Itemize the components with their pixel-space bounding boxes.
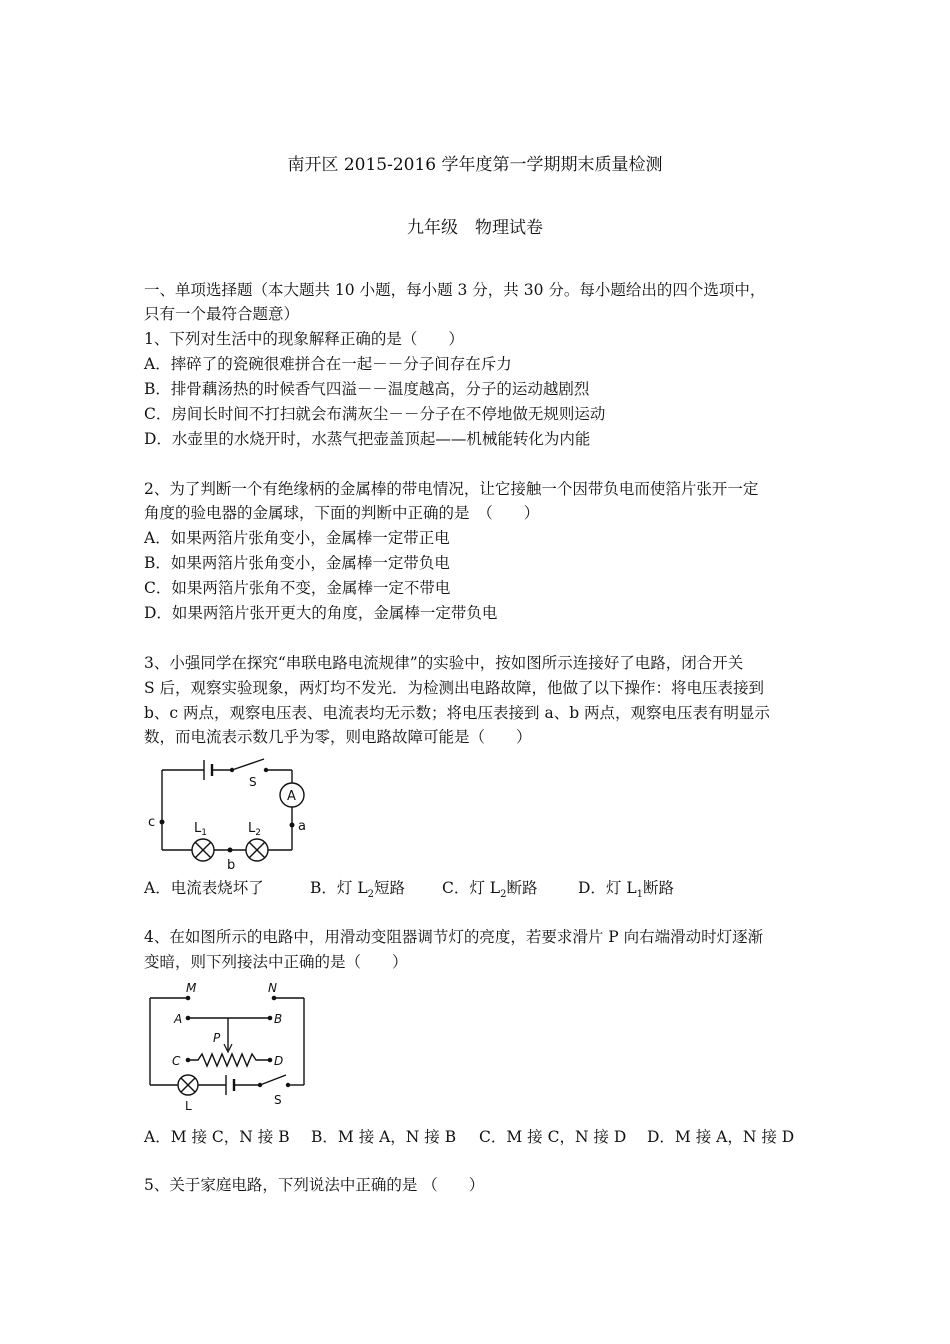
exam-title: 南开区 2015-2016 学年度第一学期期末质量检测 [287, 155, 663, 175]
terminal-b [268, 1016, 273, 1021]
lamp-l2-label: $L_2$ [248, 821, 261, 838]
q2-option-c: C．如果两箔片张角不变，金属棒一定不带电 [144, 579, 451, 597]
point-b [228, 848, 233, 853]
switch-label: S [249, 775, 257, 789]
q3-stem-line2: S 后，观察实验现象，两灯均不发光．为检测出电路故障，他做了以下操作：将电压表接到 [144, 679, 765, 697]
q3-stem-line3: b、c 两点，观察电压表、电流表均无示数；将电压表接到 a、b 两点，观察电压表有明显示 [144, 704, 771, 722]
label-l: L [185, 1099, 192, 1113]
label-p: P [213, 1031, 221, 1045]
q4-option-b: B．M 接 A，N 接 B [311, 1128, 457, 1146]
label-s: S [274, 1093, 282, 1107]
q1-option-c: C．房间长时间不打扫就会布满灰尘－－分子在不停地做无规则运动 [144, 405, 606, 423]
label-b: B [274, 1012, 283, 1026]
q1-option-d: D．水壶里的水烧开时，水蒸气把壶盖顶起——机械能转化为内能 [144, 430, 591, 448]
terminal-n [272, 996, 277, 1001]
point-a [290, 823, 295, 828]
q3-options [144, 876, 674, 900]
terminal-m [186, 996, 191, 1001]
switch-pivot [258, 1083, 262, 1087]
switch-pivot [230, 768, 234, 772]
q3-circuit-diagram [140, 752, 320, 870]
label-m: M [186, 981, 197, 995]
q3-option-b: B．灯 $L_2$短路 [310, 879, 406, 901]
label-c: C [172, 1054, 181, 1068]
q4-stem-line1: 4、在如图所示的电路中，用滑动变阻器调节灯的亮度，若要求滑片 P 向右端滑动时灯逐渐 [144, 928, 764, 946]
q4-circuit-diagram [140, 978, 320, 1118]
q3-option-c: C．灯 $L_2$断路 [442, 879, 538, 901]
switch-contact [286, 1083, 290, 1087]
q4-stem-line2: 变暗，则下列接法中正确的是（ ） [144, 953, 408, 971]
q3-option-a: A．电流表烧坏了 [144, 879, 264, 897]
q3-option-d: D．灯 $L_1$断路 [578, 879, 675, 901]
label-n: N [268, 981, 277, 995]
point-a-label: a [298, 819, 306, 834]
q2-option-d: D．如果两箔片张开更大的角度，金属棒一定带负电 [144, 604, 498, 622]
q4-option-a: A．M 接 C，N 接 B [144, 1128, 290, 1146]
exam-subtitle: 九年级 物理试卷 [407, 218, 543, 238]
q4-options [144, 1125, 794, 1147]
q1-stem: 1、下列对生活中的现象解释正确的是（ ） [144, 330, 464, 348]
terminal-a [186, 1016, 191, 1021]
q4-option-c: C．M 接 C，N 接 D [479, 1128, 627, 1146]
terminal-c [186, 1058, 191, 1063]
q3-stem-line1: 3、小强同学在探究“串联电路电流规律”的实验中，按如图所示连接好了电路，闭合开关 [144, 654, 744, 672]
lamp-l1-label: $L_1$ [194, 821, 207, 838]
switch-lever [260, 1075, 286, 1085]
q2-option-a: A．如果两箔片张角变小，金属棒一定带正电 [144, 529, 450, 547]
label-d: D [274, 1054, 284, 1068]
q4-option-d: D．M 接 A，N 接 D [647, 1128, 795, 1146]
q1-option-a: A．摔碎了的瓷碗很难拼合在一起－－分子间存在斥力 [144, 355, 512, 373]
q2-stem-line1: 2、为了判断一个有绝缘柄的金属棒的带电情况，让它接触一个因带负电而使箔片张开一定 [144, 480, 759, 498]
section-heading-line2: 只有一个最符合题意） [144, 305, 300, 323]
q2-stem-line2: 角度的验电器的金属球，下面的判断中正确的是 （ ） [144, 504, 540, 522]
ammeter-label: A [287, 789, 296, 804]
switch-contact [264, 768, 268, 772]
q5-stem: 5、关于家庭电路，下列说法中正确的是 （ ） [144, 1176, 485, 1194]
section-heading-line1: 一、单项选择题（本大题共 10 小题，每小题 3 分，共 30 分。每小题给出的四个选项中， [144, 281, 766, 299]
point-b-label: b [227, 858, 236, 870]
q2-option-b: B．如果两箔片张角变小，金属棒一定带负电 [144, 554, 450, 572]
q3-stem-line4: 数，而电流表示数几乎为零，则电路故障可能是（ ） [144, 728, 532, 746]
label-a: A [174, 1012, 183, 1026]
terminal-d [268, 1058, 273, 1063]
point-c-label: c [148, 815, 156, 830]
q1-option-b: B．排骨藕汤热的时候香气四溢－－温度越高，分子的运动越剧烈 [144, 380, 590, 398]
resistor-coil [188, 1054, 270, 1066]
point-c [160, 820, 165, 825]
switch-lever [232, 759, 264, 770]
